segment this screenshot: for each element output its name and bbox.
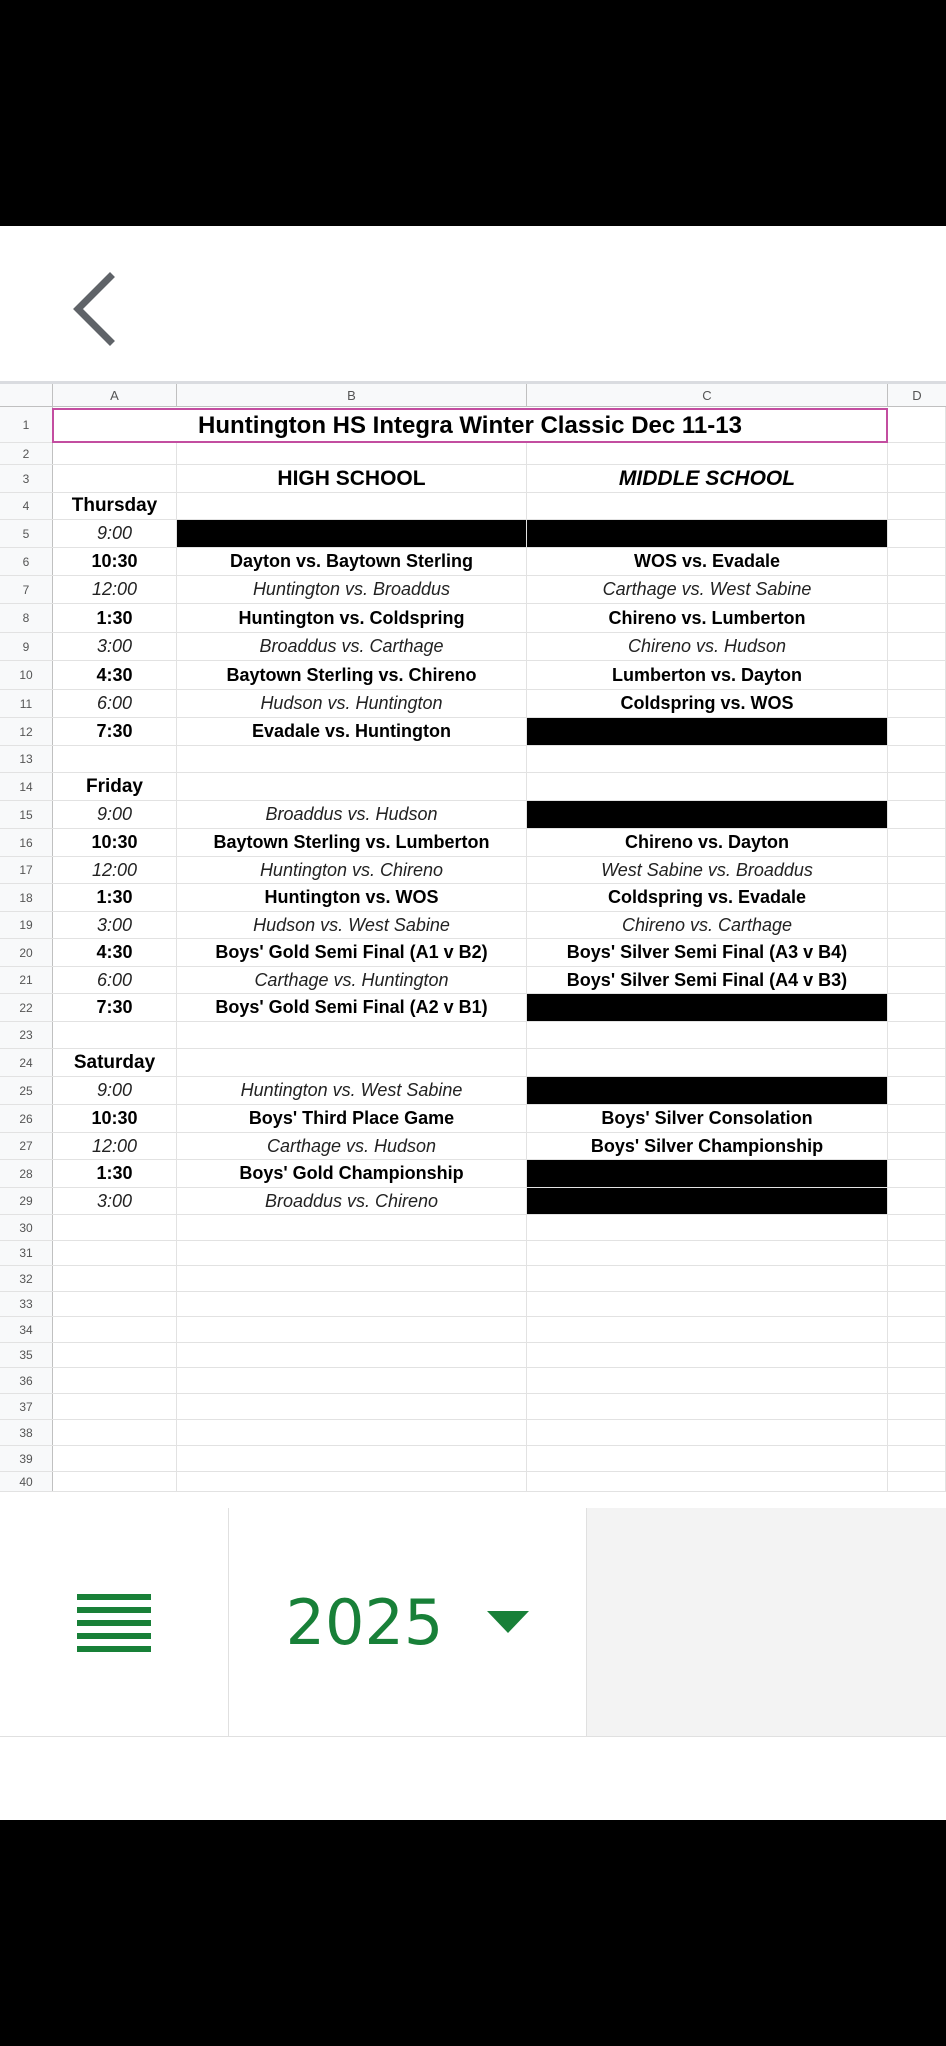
- row-number[interactable]: 23: [0, 1022, 53, 1048]
- high-school-game-cell[interactable]: Huntington vs. Chireno: [177, 857, 527, 883]
- sheet-row: [0, 939, 946, 967]
- sheet-row: [0, 493, 946, 520]
- time-cell[interactable]: [53, 746, 177, 772]
- cell-d[interactable]: [888, 1394, 946, 1419]
- row-number[interactable]: 36: [0, 1368, 53, 1393]
- cell-d[interactable]: [888, 1077, 946, 1104]
- cell-d[interactable]: [888, 1368, 946, 1393]
- high-school-game-cell[interactable]: Baytown Sterling vs. Lumberton: [177, 829, 527, 856]
- middle-school-game-cell[interactable]: [527, 1266, 888, 1291]
- middle-school-game-cell[interactable]: [527, 1241, 888, 1265]
- high-school-game-cell[interactable]: [177, 1394, 527, 1419]
- middle-school-game-cell[interactable]: [527, 1317, 888, 1342]
- blocked-cell[interactable]: [527, 1188, 888, 1214]
- row-number[interactable]: 37: [0, 1394, 53, 1419]
- row-number[interactable]: 22: [0, 994, 53, 1021]
- high-school-game-cell[interactable]: [177, 1368, 527, 1393]
- sheet-row: [0, 1022, 946, 1049]
- time-cell[interactable]: 6:00: [53, 690, 177, 717]
- time-cell[interactable]: [53, 1446, 177, 1471]
- cell-d[interactable]: [888, 1160, 946, 1187]
- cell-d[interactable]: [888, 773, 946, 800]
- time-cell[interactable]: [53, 1368, 177, 1393]
- time-cell[interactable]: [53, 1292, 177, 1316]
- middle-school-game-cell[interactable]: Chireno vs. Carthage: [527, 912, 888, 938]
- sheet-row: [0, 576, 946, 604]
- footer: [0, 1508, 946, 1820]
- row-number[interactable]: 39: [0, 1446, 53, 1471]
- time-cell[interactable]: 4:30: [53, 939, 177, 966]
- row-number[interactable]: 18: [0, 884, 53, 911]
- sheet-row: [0, 1133, 946, 1160]
- high-school-game-cell[interactable]: Boys' Third Place Game: [177, 1105, 527, 1132]
- row-number[interactable]: 20: [0, 939, 53, 966]
- middle-school-game-cell[interactable]: [527, 1420, 888, 1445]
- high-school-game-cell[interactable]: [177, 1022, 527, 1048]
- sheet-tab-bar: [0, 1508, 946, 1737]
- middle-school-game-cell[interactable]: [527, 1215, 888, 1240]
- spreadsheet[interactable]: [0, 381, 946, 1508]
- cell-d[interactable]: [888, 801, 946, 828]
- middle-school-game-cell[interactable]: [527, 1022, 888, 1048]
- blocked-cell[interactable]: [527, 718, 888, 745]
- row-number[interactable]: 33: [0, 1292, 53, 1316]
- high-school-game-cell[interactable]: Broaddus vs. Hudson: [177, 801, 527, 828]
- sheet-row: [0, 1266, 946, 1292]
- high-school-game-cell[interactable]: Huntington vs. Coldspring: [177, 604, 527, 632]
- row-number[interactable]: 29: [0, 1188, 53, 1214]
- middle-school-game-cell[interactable]: WOS vs. Evadale: [527, 548, 888, 575]
- time-cell[interactable]: 4:30: [53, 661, 177, 689]
- row-number[interactable]: 34: [0, 1317, 53, 1342]
- sheet-row: [0, 1446, 946, 1472]
- middle-school-game-cell[interactable]: [527, 746, 888, 772]
- row-number[interactable]: 3: [0, 465, 53, 492]
- sheet-row: [0, 773, 946, 801]
- time-cell[interactable]: [53, 1343, 177, 1367]
- sheet-row: [0, 604, 946, 633]
- middle-school-game-cell[interactable]: Lumberton vs. Dayton: [527, 661, 888, 689]
- row-number[interactable]: 4: [0, 493, 53, 519]
- middle-school-game-cell[interactable]: West Sabine vs. Broaddus: [527, 857, 888, 883]
- middle-school-header[interactable]: MIDDLE SCHOOL: [527, 465, 888, 492]
- cell-d[interactable]: [888, 1317, 946, 1342]
- cell-d[interactable]: [888, 407, 946, 442]
- column-header-row: [0, 381, 946, 407]
- column-header-c[interactable]: C: [527, 384, 888, 407]
- blocked-cell[interactable]: [527, 1077, 888, 1104]
- row-number[interactable]: 11: [0, 690, 53, 717]
- column-header-d[interactable]: D: [912, 388, 922, 403]
- row-number[interactable]: 38: [0, 1420, 53, 1445]
- row-number[interactable]: 35: [0, 1343, 53, 1367]
- cell-d[interactable]: [888, 443, 946, 464]
- row-number[interactable]: 31: [0, 1241, 53, 1265]
- row-number[interactable]: 9: [0, 633, 53, 660]
- hamburger-menu-icon: [0, 1508, 228, 1736]
- time-cell[interactable]: [53, 1022, 177, 1048]
- cell-d[interactable]: [888, 1022, 946, 1048]
- middle-school-game-cell[interactable]: Boys' Silver Consolation: [527, 1105, 888, 1132]
- cell-d[interactable]: [888, 1105, 946, 1132]
- middle-school-game-cell[interactable]: Boys' Silver Semi Final (A3 v B4): [527, 939, 888, 966]
- high-school-game-cell[interactable]: Dayton vs. Baytown Sterling: [177, 548, 527, 575]
- chevron-left-icon: [64, 269, 124, 349]
- time-cell[interactable]: [53, 1394, 177, 1419]
- middle-school-game-cell[interactable]: [527, 773, 888, 800]
- high-school-game-cell[interactable]: Hudson vs. Huntington: [177, 690, 527, 717]
- high-school-game-cell[interactable]: Huntington vs. WOS: [177, 884, 527, 911]
- back-button[interactable]: [64, 269, 124, 349]
- sheet-row: [0, 1160, 946, 1188]
- time-cell[interactable]: 3:00: [53, 1188, 177, 1214]
- middle-school-game-cell[interactable]: Boys' Silver Semi Final (A4 v B3): [527, 967, 888, 993]
- sheet-row: [0, 633, 946, 661]
- high-school-game-cell[interactable]: [177, 1343, 527, 1367]
- sheet-row: [0, 1343, 946, 1368]
- row-number[interactable]: 14: [0, 773, 53, 800]
- high-school-game-cell[interactable]: [177, 1317, 527, 1342]
- select-all-corner[interactable]: [0, 384, 53, 407]
- high-school-game-cell[interactable]: Carthage vs. Hudson: [177, 1133, 527, 1159]
- row-number[interactable]: 12: [0, 718, 53, 745]
- time-cell[interactable]: [53, 1266, 177, 1291]
- high-school-game-cell[interactable]: [177, 1215, 527, 1240]
- cell-d[interactable]: [888, 690, 946, 717]
- cell-d[interactable]: [888, 718, 946, 745]
- row-number[interactable]: 21: [0, 967, 53, 993]
- day-label[interactable]: Thursday: [53, 493, 177, 519]
- row-number[interactable]: 24: [0, 1049, 53, 1076]
- time-cell[interactable]: 1:30: [53, 884, 177, 911]
- column-header-b[interactable]: B: [177, 384, 527, 407]
- cell-d[interactable]: [888, 1049, 946, 1076]
- cell-d[interactable]: [888, 1241, 946, 1265]
- cell-d[interactable]: [888, 1215, 946, 1240]
- high-school-game-cell[interactable]: [177, 443, 527, 464]
- time-cell[interactable]: 10:30: [53, 829, 177, 856]
- high-school-game-cell[interactable]: [177, 773, 527, 800]
- sheet-row: [0, 884, 946, 912]
- middle-school-game-cell[interactable]: [527, 1292, 888, 1316]
- cell-d[interactable]: [888, 884, 946, 911]
- sheet-tab-2025[interactable]: [229, 1508, 587, 1736]
- time-cell[interactable]: [53, 1420, 177, 1445]
- middle-school-game-cell[interactable]: [527, 443, 888, 464]
- sheet-row: [0, 1105, 946, 1133]
- cell-d[interactable]: [888, 746, 946, 772]
- cell-d[interactable]: [888, 493, 946, 519]
- cell-d[interactable]: [888, 1446, 946, 1471]
- row-number[interactable]: 5: [0, 520, 53, 547]
- cell-d[interactable]: [888, 1343, 946, 1367]
- high-school-game-cell[interactable]: [177, 746, 527, 772]
- sheet-row: [0, 857, 946, 884]
- high-school-game-cell[interactable]: Boys' Gold Semi Final (A1 v B2): [177, 939, 527, 966]
- cell-d[interactable]: [888, 1420, 946, 1445]
- cell-d[interactable]: [888, 661, 946, 689]
- time-cell[interactable]: 7:30: [53, 718, 177, 745]
- time-cell[interactable]: 10:30: [53, 1105, 177, 1132]
- blocked-cell[interactable]: [527, 1160, 888, 1187]
- time-cell[interactable]: 1:30: [53, 604, 177, 632]
- sheet-tab-label: 2025: [285, 1585, 444, 1659]
- sheet-row: [0, 967, 946, 994]
- middle-school-game-cell[interactable]: [527, 1343, 888, 1367]
- cell-d[interactable]: [888, 967, 946, 993]
- row-number[interactable]: 2: [0, 443, 53, 464]
- time-cell[interactable]: 12:00: [53, 857, 177, 883]
- sheet-row: [0, 520, 946, 548]
- blocked-cell[interactable]: [527, 520, 888, 547]
- time-cell[interactable]: 9:00: [53, 801, 177, 828]
- title-cell[interactable]: Huntington HS Integra Winter Classic Dec 11-13: [52, 408, 888, 443]
- time-cell[interactable]: [53, 1215, 177, 1240]
- middle-school-game-cell[interactable]: Chireno vs. Lumberton: [527, 604, 888, 632]
- sheet-row: [0, 465, 946, 493]
- blocked-cell[interactable]: [177, 520, 527, 547]
- sheet-row: [0, 994, 946, 1022]
- row-number[interactable]: 19: [0, 912, 53, 938]
- all-sheets-menu-button[interactable]: [0, 1508, 229, 1736]
- sheet-row: [0, 407, 946, 443]
- cell-d[interactable]: [888, 604, 946, 632]
- sheet-row: [0, 443, 946, 465]
- high-school-game-cell[interactable]: Huntington vs. Broaddus: [177, 576, 527, 603]
- time-cell[interactable]: [53, 443, 177, 464]
- row-number[interactable]: 32: [0, 1266, 53, 1291]
- high-school-header[interactable]: HIGH SCHOOL: [177, 465, 527, 492]
- cell-d[interactable]: [888, 465, 946, 492]
- cell-d[interactable]: [888, 576, 946, 603]
- row-number[interactable]: 40: [0, 1472, 53, 1491]
- sheet-row: [0, 1317, 946, 1343]
- sheet-row: [0, 661, 946, 690]
- sheet-row: [0, 1215, 946, 1241]
- sheet-row: [0, 1368, 946, 1394]
- row-number[interactable]: 26: [0, 1105, 53, 1132]
- row-number[interactable]: 8: [0, 604, 53, 632]
- high-school-game-cell[interactable]: [177, 1420, 527, 1445]
- cell-d[interactable]: [888, 857, 946, 883]
- high-school-game-cell[interactable]: Baytown Sterling vs. Chireno: [177, 661, 527, 689]
- row-number[interactable]: 1: [0, 407, 53, 442]
- cell-d[interactable]: [888, 912, 946, 938]
- high-school-game-cell[interactable]: Carthage vs. Huntington: [177, 967, 527, 993]
- sheet-row: [0, 829, 946, 857]
- cell-d[interactable]: [888, 939, 946, 966]
- middle-school-game-cell[interactable]: Chireno vs. Hudson: [527, 633, 888, 660]
- caret-down-icon[interactable]: [487, 1611, 529, 1633]
- time-cell[interactable]: 9:00: [53, 520, 177, 547]
- cell-d[interactable]: [888, 1292, 946, 1316]
- time-cell[interactable]: 12:00: [53, 576, 177, 603]
- sheet-row: [0, 1049, 946, 1077]
- row-number[interactable]: 15: [0, 801, 53, 828]
- time-cell[interactable]: 12:00: [53, 1133, 177, 1159]
- cell-d[interactable]: [888, 633, 946, 660]
- sheet-row: [0, 690, 946, 718]
- day-label[interactable]: Saturday: [53, 1049, 177, 1076]
- middle-school-game-cell[interactable]: Coldspring vs. Evadale: [527, 884, 888, 911]
- high-school-game-cell[interactable]: Evadale vs. Huntington: [177, 718, 527, 745]
- middle-school-game-cell[interactable]: [527, 1446, 888, 1471]
- blocked-cell[interactable]: [527, 801, 888, 828]
- middle-school-game-cell[interactable]: Carthage vs. West Sabine: [527, 576, 888, 603]
- row-number[interactable]: 13: [0, 746, 53, 772]
- time-cell[interactable]: [53, 1317, 177, 1342]
- middle-school-game-cell[interactable]: [527, 1394, 888, 1419]
- sheet-row: [0, 746, 946, 773]
- high-school-game-cell[interactable]: [177, 493, 527, 519]
- cell-d[interactable]: [888, 994, 946, 1021]
- time-cell[interactable]: 6:00: [53, 967, 177, 993]
- row-number[interactable]: 7: [0, 576, 53, 603]
- blocked-cell[interactable]: [527, 994, 888, 1021]
- time-cell[interactable]: [53, 1472, 177, 1491]
- time-cell[interactable]: [53, 1241, 177, 1265]
- sheet-row: [0, 1292, 946, 1317]
- row-number[interactable]: 27: [0, 1133, 53, 1159]
- high-school-game-cell[interactable]: [177, 1446, 527, 1471]
- row-number[interactable]: 10: [0, 661, 53, 689]
- day-label[interactable]: Friday: [53, 773, 177, 800]
- time-cell[interactable]: 10:30: [53, 548, 177, 575]
- sheet-row: [0, 718, 946, 746]
- cell-d[interactable]: [888, 1472, 946, 1491]
- sheet-row: [0, 1394, 946, 1420]
- cell-d[interactable]: [888, 1266, 946, 1291]
- app-screen: [0, 226, 946, 1820]
- middle-school-game-cell[interactable]: [527, 1472, 888, 1491]
- sheet-row: [0, 1241, 946, 1266]
- middle-school-game-cell[interactable]: Chireno vs. Dayton: [527, 829, 888, 856]
- high-school-game-cell[interactable]: Boys' Gold Semi Final (A2 v B1): [177, 994, 527, 1021]
- cell-d[interactable]: [888, 829, 946, 856]
- tab-bar-empty-area: [587, 1508, 946, 1736]
- middle-school-game-cell[interactable]: [527, 1049, 888, 1076]
- middle-school-game-cell[interactable]: [527, 1368, 888, 1393]
- high-school-game-cell[interactable]: [177, 1241, 527, 1265]
- high-school-game-cell[interactable]: Huntington vs. West Sabine: [177, 1077, 527, 1104]
- row-number[interactable]: 28: [0, 1160, 53, 1187]
- sheet-row: [0, 912, 946, 939]
- high-school-game-cell[interactable]: [177, 1472, 527, 1491]
- row-number[interactable]: 25: [0, 1077, 53, 1104]
- time-cell[interactable]: 7:30: [53, 994, 177, 1021]
- row-number[interactable]: 16: [0, 829, 53, 856]
- sheet-row: [0, 801, 946, 829]
- cell-d[interactable]: [888, 548, 946, 575]
- high-school-game-cell[interactable]: [177, 1266, 527, 1291]
- row-number[interactable]: 30: [0, 1215, 53, 1240]
- sheet-row: [0, 1188, 946, 1215]
- cell-d[interactable]: [888, 1188, 946, 1214]
- high-school-game-cell[interactable]: Hudson vs. West Sabine: [177, 912, 527, 938]
- time-cell[interactable]: 1:30: [53, 1160, 177, 1187]
- sheet-row: [0, 548, 946, 576]
- row-number[interactable]: 17: [0, 857, 53, 883]
- high-school-game-cell[interactable]: Broaddus vs. Chireno: [177, 1188, 527, 1214]
- sheet-row: [0, 1472, 946, 1492]
- time-cell[interactable]: 3:00: [53, 912, 177, 938]
- column-header-a[interactable]: A: [53, 384, 177, 407]
- high-school-game-cell[interactable]: Boys' Gold Championship: [177, 1160, 527, 1187]
- middle-school-game-cell[interactable]: [527, 493, 888, 519]
- time-cell[interactable]: 9:00: [53, 1077, 177, 1104]
- cell-d[interactable]: [888, 520, 946, 547]
- high-school-game-cell[interactable]: Broaddus vs. Carthage: [177, 633, 527, 660]
- cell-a[interactable]: [53, 465, 177, 492]
- high-school-game-cell[interactable]: [177, 1049, 527, 1076]
- cell-d[interactable]: [888, 1133, 946, 1159]
- sheet-row: [0, 1077, 946, 1105]
- sheet-row: [0, 1420, 946, 1446]
- middle-school-game-cell[interactable]: Boys' Silver Championship: [527, 1133, 888, 1159]
- middle-school-game-cell[interactable]: Coldspring vs. WOS: [527, 690, 888, 717]
- row-number[interactable]: 6: [0, 548, 53, 575]
- high-school-game-cell[interactable]: [177, 1292, 527, 1316]
- time-cell[interactable]: 3:00: [53, 633, 177, 660]
